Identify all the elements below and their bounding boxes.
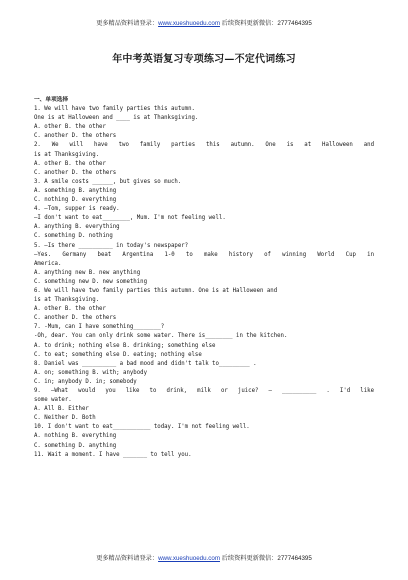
text-line: America.	[34, 260, 62, 267]
text-line: 10. I don't want to eat___________ today. I'm not feeling well.	[34, 424, 250, 431]
text-line: —I don't want to eat________, Mum. I'm not feeling well.	[34, 215, 226, 222]
text-line: A. on; something B. with; anybody	[34, 369, 147, 376]
footer-suffix: 后续资料更新微信：2777464395	[219, 555, 312, 562]
text-line: 2. We will have two family parties this autumn. One is at Halloween and	[34, 142, 374, 149]
text-line: A. other B. the other	[34, 306, 106, 313]
page-header	[0, 20, 408, 28]
text-line: C. another D. the others	[34, 133, 117, 140]
text-line: 4. —Tom, supper is ready.	[34, 206, 120, 213]
header-suffix: 后续资料更新微信：2777464395	[219, 20, 312, 27]
text-line: C. in; anybody D. in; somebody	[34, 378, 137, 385]
text-line: 9. —What would you like to drink, milk or juice? — __________ . I'd like	[34, 388, 374, 394]
text-line: 8. Daniel was __________ a bad mood and didn't talk to_________ .	[34, 360, 257, 367]
text-line: A. other B. the other	[34, 160, 106, 167]
text-line: C. another D. the others	[34, 315, 117, 322]
text-line: 11. Wait a moment. I have _______ to tell you.	[34, 451, 192, 458]
text-line: A. something B. anything	[34, 187, 117, 194]
text-line: A. other B. the other	[34, 124, 106, 131]
text-line: 5. —Is there __________ in today's newspaper?	[34, 242, 189, 249]
text-line: A. nothing B. everything	[34, 433, 117, 440]
text-line: is at Thanksgiving.	[34, 297, 100, 304]
text-line: —Yes. Germany beat Argentina 1-0 to make history of winning World Cup in	[34, 251, 374, 258]
text-line: C. Neither D. Both	[34, 415, 96, 422]
text-line: -Oh, dear. You can only drink some water. There is________ in the kitchen.	[34, 333, 288, 340]
header-prefix: 更多精品资料请登录：	[96, 20, 159, 27]
text-line: A. anything new B. new anything	[34, 269, 141, 276]
header-website-link[interactable]: www.xueshuoedu.com	[158, 20, 220, 27]
text-line: is at Thanksgiving.	[34, 151, 100, 158]
text-line: C. something D. anything	[34, 442, 117, 449]
text-line: C. something new D. new something	[34, 278, 147, 285]
text-line: 1. We will have two family parties this autumn.	[34, 106, 195, 113]
text-line: 6. We will have two family parties this autumn. One is at Halloween and	[34, 287, 278, 294]
text-line: some water.	[34, 397, 72, 404]
exercise-content	[34, 96, 374, 460]
text-line: A. anything B. everything	[34, 224, 120, 231]
text-line: One is at Halloween and ____ is at Thanksgiving.	[34, 115, 199, 122]
text-line: C. to eat; something else D. eating; nothing else	[34, 351, 202, 358]
footer-website-link[interactable]: www.xueshuoedu.com	[158, 555, 220, 562]
document-title: 年中考英语复习专项练习—不定代词练习	[112, 54, 296, 65]
text-line: C. nothing D. everything	[34, 197, 117, 204]
page-footer	[0, 555, 408, 563]
text-line: C. something D. nothing	[34, 233, 113, 240]
text-line: A. All B. Either	[34, 406, 89, 413]
text-line: C. another D. the others	[34, 169, 117, 176]
text-line: A. to drink; nothing else B. drinking; something else	[34, 342, 216, 349]
footer-prefix: 更多精品资料请登录：	[96, 555, 159, 562]
section-heading: 一、单项选择	[34, 97, 69, 103]
text-line: 3. A smile costs ______, but gives so much.	[34, 178, 182, 185]
text-line: 7. -Mum, can I have something________?	[34, 324, 165, 331]
